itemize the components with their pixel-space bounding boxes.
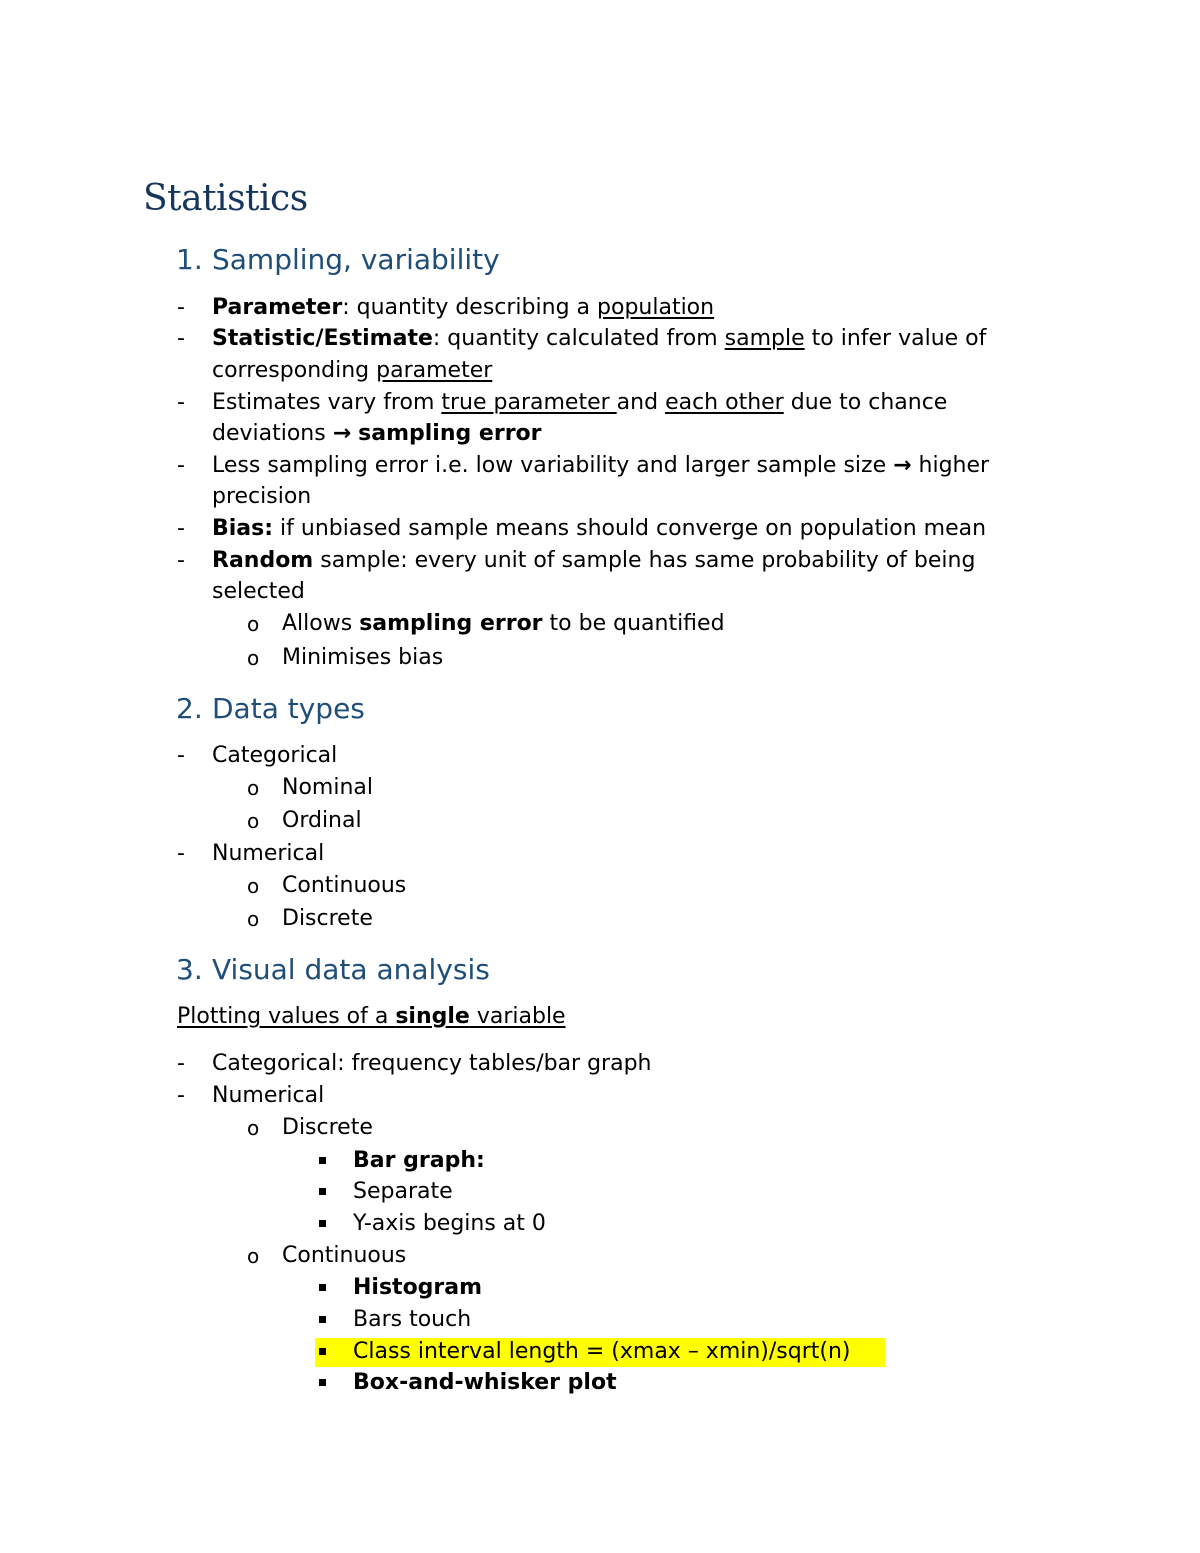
dash-bullet: - — [177, 1083, 185, 1108]
circle-bullet: o — [247, 1116, 260, 1140]
list-item: Numerical — [212, 1083, 325, 1108]
arrow-icon: → — [332, 421, 352, 446]
sub-list-item: Nominal — [282, 775, 373, 800]
list-item: Bias: if unbiased sample means should converge on population mean — [212, 516, 987, 541]
square-bullet-icon — [319, 1157, 326, 1164]
sub-sub-list-item: Separate — [353, 1179, 453, 1204]
sub-list-item: Continuous — [282, 1243, 407, 1268]
dash-bullet: - — [177, 326, 185, 351]
section-heading-visual — [176, 953, 490, 986]
dash-bullet: - — [177, 841, 185, 866]
dash-bullet: - — [177, 453, 185, 478]
dash-bullet: - — [177, 295, 185, 320]
sub-sub-list-item: Bars touch — [353, 1307, 472, 1332]
square-bullet-icon — [319, 1188, 326, 1195]
list-item: Random sample: every unit of sample has same probability of being — [212, 548, 976, 573]
sub-sub-list-item: Box-and-whisker plot — [353, 1370, 617, 1395]
list-item-continuation: precision — [212, 484, 312, 509]
sub-sub-list-item: Bar graph: — [353, 1148, 485, 1173]
circle-bullet: o — [247, 1244, 260, 1268]
sub-list-item: Discrete — [282, 906, 373, 931]
list-item: Numerical — [212, 841, 325, 866]
section-number: 2. — [176, 692, 203, 725]
sub-list-item: Continuous — [282, 873, 407, 898]
sub-sub-list-item: Histogram — [353, 1275, 483, 1300]
list-item: Estimates vary from true parameter and each other due to chance — [212, 390, 948, 415]
circle-bullet: o — [247, 612, 260, 636]
section-number: 1. — [176, 243, 203, 276]
section-title: Visual data analysis — [212, 953, 490, 986]
dash-bullet: - — [177, 548, 185, 573]
dash-bullet: - — [177, 390, 185, 415]
square-bullet-icon — [319, 1348, 326, 1355]
list-item: Categorical: frequency tables/bar graph — [212, 1051, 652, 1076]
sub-sub-list-item: Y-axis begins at 0 — [353, 1211, 546, 1236]
square-bullet-icon — [319, 1284, 326, 1291]
circle-bullet: o — [247, 907, 260, 931]
section-title: Sampling, variability — [212, 243, 500, 276]
list-item: Categorical — [212, 743, 338, 768]
page-title: Statistics — [143, 178, 308, 219]
list-item-continuation: selected — [212, 579, 305, 604]
list-item: Statistic/Estimate: quantity calculated from sample to infer value of — [212, 326, 987, 351]
section-heading-sampling — [176, 243, 500, 276]
list-item-continuation: corresponding parameter — [212, 358, 493, 383]
subheading: Plotting values of a single variable — [177, 1004, 566, 1029]
sub-sub-list-item-highlighted: Class interval length = (xmax – xmin)/sqrt(n) — [353, 1339, 851, 1364]
dash-bullet: - — [177, 743, 185, 768]
square-bullet-icon — [319, 1316, 326, 1323]
list-item-continuation: deviations → sampling error — [212, 421, 542, 446]
dash-bullet: - — [177, 1051, 185, 1076]
square-bullet-icon — [319, 1379, 326, 1386]
sub-list-item: Allows sampling error to be quantified — [282, 611, 725, 636]
sub-list-item: Discrete — [282, 1115, 373, 1140]
sub-list-item: Ordinal — [282, 808, 362, 833]
circle-bullet: o — [247, 874, 260, 898]
circle-bullet: o — [247, 776, 260, 800]
circle-bullet: o — [247, 809, 260, 833]
arrow-icon: → — [893, 453, 912, 478]
dash-bullet: - — [177, 516, 185, 541]
sub-list-item: Minimises bias — [282, 645, 444, 670]
square-bullet-icon — [319, 1220, 326, 1227]
section-title: Data types — [212, 692, 365, 725]
list-item: Parameter: quantity describing a population — [212, 295, 715, 320]
list-item: Less sampling error i.e. low variability and larger sample size → higher — [212, 453, 990, 478]
section-heading-data-types — [176, 692, 365, 725]
circle-bullet: o — [247, 646, 260, 670]
section-number: 3. — [176, 953, 203, 986]
